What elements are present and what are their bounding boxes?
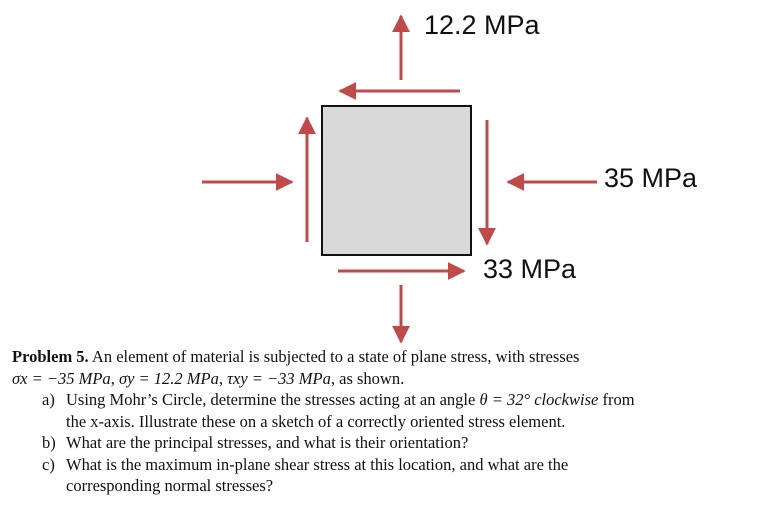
label-sigma-x: 35 MPa — [604, 163, 698, 193]
given-suffix: , as shown. — [330, 368, 405, 388]
question-a-line1 — [66, 390, 635, 409]
question-item-c — [12, 454, 757, 497]
stress-element — [322, 106, 471, 255]
question-b-text: What are the principal stresses, and what is their orientation? — [66, 433, 469, 452]
given-stresses-line: σx = −35 MPa, σy = 12.2 MPa, τxy = −33 MPa, as shown. — [12, 368, 405, 388]
question-item-a — [12, 389, 757, 432]
question-c-line1: What is the maximum in-plane shear stress at this location, and what are the — [66, 454, 569, 474]
sigma-x-value: σx = −35 MPa — [12, 368, 111, 388]
question-a-direction: clockwise — [534, 390, 599, 409]
question-marker-b: b) — [42, 433, 56, 452]
problem-intro-line — [12, 346, 757, 368]
tau-xy-value: τxy = −33 MPa — [227, 368, 331, 388]
problem-statement — [12, 346, 757, 497]
question-marker-a: a) — [42, 390, 55, 409]
question-a-line2: the x-axis. Illustrate these on a sketch of a correctly oriented stress element. — [66, 411, 566, 431]
problem-title: Problem 5. — [12, 347, 89, 366]
question-a-angle: θ = 32° — [479, 390, 531, 409]
question-a-pre: Using Mohr’s Circle, determine the stresses acting at an angle — [66, 390, 476, 409]
question-a-post: from — [602, 390, 635, 409]
label-tau-xy: 33 MPa — [483, 254, 577, 284]
problem-intro: An element of material is subjected to a state of plane stress, with stresses — [91, 347, 580, 366]
sigma-y-value: σy = 12.2 MPa — [118, 368, 219, 388]
question-list — [12, 389, 757, 497]
label-sigma-y: 12.2 MPa — [424, 10, 540, 40]
question-c-line2: corresponding normal stresses? — [66, 476, 274, 495]
question-item-b — [12, 432, 757, 454]
question-marker-c: c) — [42, 454, 55, 474]
